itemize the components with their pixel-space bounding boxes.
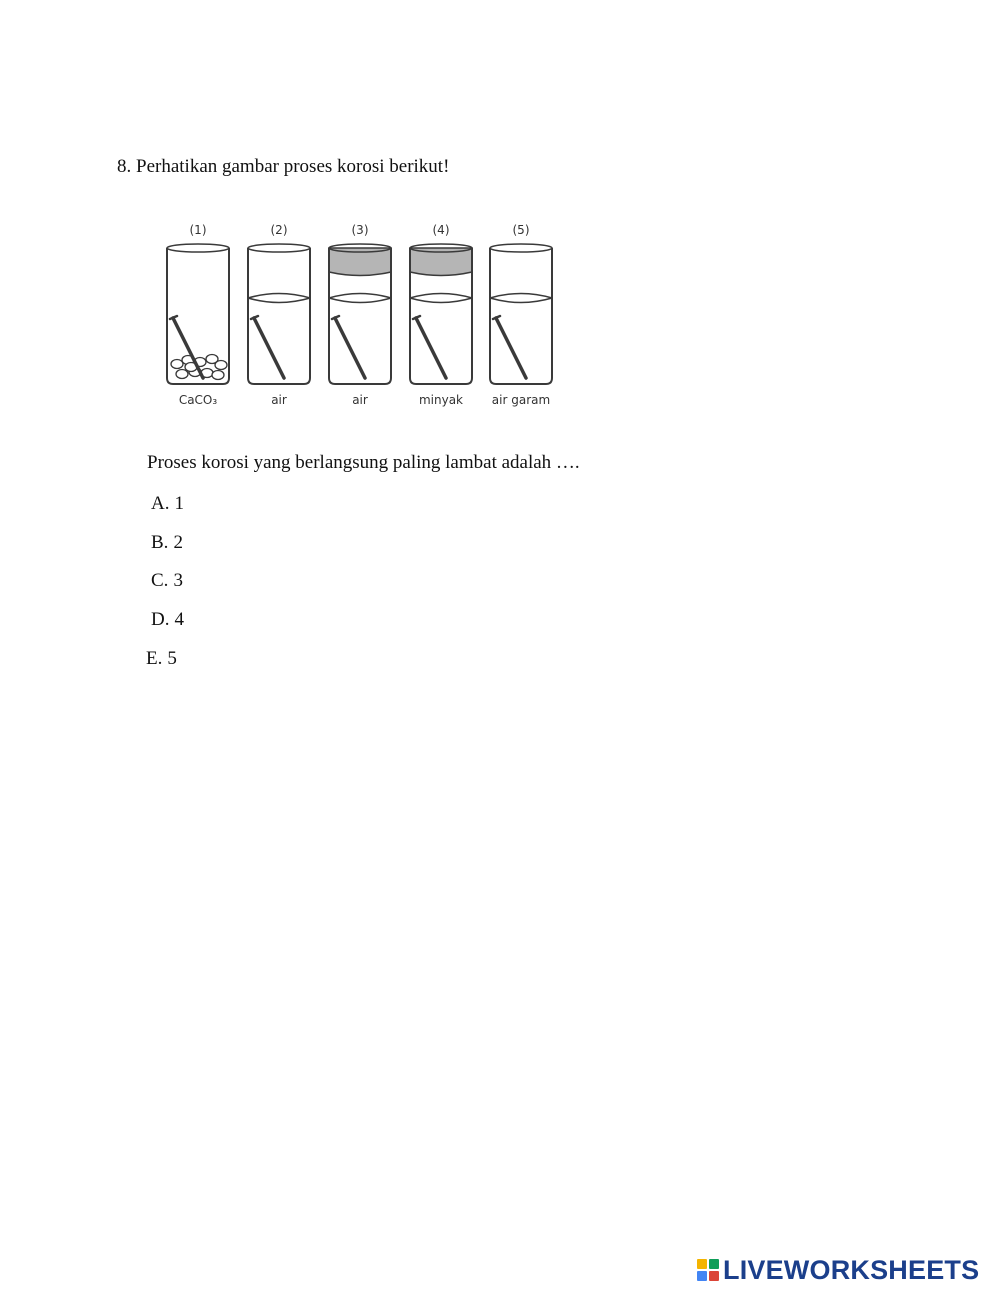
tube-3 [329, 223, 391, 407]
tube-rim [490, 244, 552, 252]
option-letter: D. [151, 609, 170, 630]
option-letter: E. [146, 648, 163, 669]
tube-label: air [271, 393, 287, 407]
liquid-surface-bottom [248, 298, 310, 303]
liveworksheets-logo-icon [697, 1259, 719, 1281]
question-title: 8. Perhatikan gambar proses korosi berikut! [117, 156, 450, 177]
liquid-surface-bottom [490, 298, 552, 303]
liquid-surface-bottom [329, 298, 391, 303]
iron-nail [254, 318, 284, 378]
nail-head [413, 316, 420, 319]
nail-head [170, 316, 177, 319]
option-letter: B. [151, 532, 169, 553]
option-value: 3 [173, 570, 183, 591]
option-letter: C. [151, 570, 169, 591]
tube-2 [248, 223, 310, 407]
granule [215, 361, 227, 370]
brand-name: LIVEWORKSHEETS [723, 1255, 980, 1285]
option-e[interactable] [146, 646, 177, 672]
nail-head [332, 316, 339, 319]
liquid-surface-top [490, 294, 552, 299]
liquid-surface-top [248, 294, 310, 299]
iron-nail [496, 318, 526, 378]
option-c[interactable] [151, 568, 183, 594]
tube-1 [167, 223, 229, 407]
tube-5 [490, 223, 552, 407]
tube-rim [248, 244, 310, 252]
option-value: 5 [167, 648, 177, 669]
liquid-surface-bottom [410, 298, 472, 303]
tube-rim [167, 244, 229, 252]
logo-square-icon [709, 1271, 719, 1281]
nail-head [493, 316, 500, 319]
tube-number: (5) [512, 223, 530, 237]
option-value: 4 [174, 609, 184, 630]
option-b[interactable] [151, 530, 183, 556]
tube-label: air garam [491, 393, 551, 407]
liquid-surface-top [329, 294, 391, 299]
tube-label: minyak [418, 393, 464, 407]
liveworksheets-brand [697, 1256, 979, 1284]
nail-head [251, 316, 258, 319]
granule [212, 371, 224, 380]
tube-number: (3) [351, 223, 369, 237]
liquid-surface-top [410, 294, 472, 299]
option-d[interactable] [151, 607, 184, 633]
granule [171, 360, 183, 369]
question-prompt: Proses korosi yang berlangsung paling lambat adalah …. [147, 452, 580, 473]
tubes-illustration [155, 212, 565, 414]
corrosion-tubes-figure [155, 212, 565, 414]
option-value: 1 [174, 493, 184, 514]
option-letter: A. [151, 493, 170, 514]
logo-square-icon [709, 1259, 719, 1269]
tube-4 [410, 223, 472, 407]
tube-number: (1) [189, 223, 207, 237]
tube-number: (2) [270, 223, 288, 237]
logo-square-icon [697, 1259, 707, 1269]
tube-label: air [352, 393, 368, 407]
iron-nail [335, 318, 365, 378]
option-a[interactable] [151, 491, 184, 517]
granule [176, 370, 188, 379]
iron-nail [416, 318, 446, 378]
logo-square-icon [697, 1271, 707, 1281]
tube-label: CaCO₃ [178, 393, 218, 407]
tube-number: (4) [432, 223, 450, 237]
option-value: 2 [173, 532, 183, 553]
